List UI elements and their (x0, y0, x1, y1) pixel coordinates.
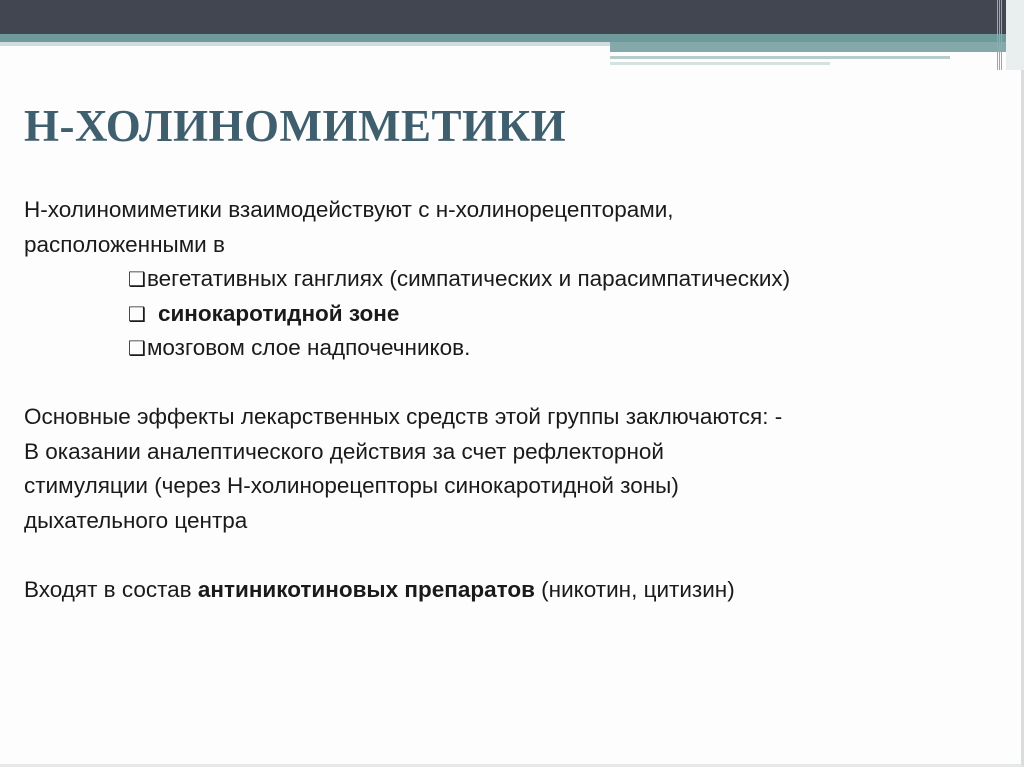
checkbox-bullet-icon: ❑ (128, 267, 146, 291)
edge-stripes (997, 0, 1003, 70)
header-thin-line (610, 62, 830, 65)
spacer (24, 366, 1004, 401)
spacer (24, 538, 1004, 573)
effects-line: В оказании аналептического действия за счет рефлекторной (24, 438, 664, 464)
composition-suffix: (никотин, цитизин) (534, 576, 735, 602)
list-item-text: вегетативных ганглиях (симпатических и парасимпатических) (146, 266, 791, 291)
header-bar-light (0, 42, 610, 46)
effects-line: дыхательного центра (24, 507, 248, 533)
slide-body (24, 193, 1004, 607)
composition-line (24, 573, 1004, 608)
list-item-text: синокаротидной зоне (157, 300, 400, 326)
list-item (24, 262, 1004, 297)
effects-line: Основные эффекты лекарственных средств этой группы заключаются: - (24, 404, 783, 429)
edge-decoration (1006, 0, 1024, 70)
intro-line: Н-холиномиметики взаимодействуют с н-холинорецепторами, (24, 197, 674, 222)
list-item (24, 297, 1004, 332)
header-bar-dark (0, 0, 1006, 34)
effects-line: стимуляции (через Н-холинорецепторы синокаротидной зоны) (24, 473, 679, 498)
checkbox-bullet-icon: ❑ (128, 301, 146, 326)
header-bar-teal-right (610, 42, 1006, 52)
header-bar-teal (0, 34, 1006, 42)
intro-line: расположенными в (24, 231, 225, 257)
list-item (24, 331, 1004, 366)
composition-bold: антиникотиновых препаратов (197, 576, 535, 602)
slide-title: Н-ХОЛИНОМИМЕТИКИ (24, 101, 567, 151)
composition-prefix: Входят в состав (24, 576, 198, 602)
checkbox-bullet-icon: ❑ (128, 336, 146, 360)
list-item-text: мозговом слое надпочечников. (146, 335, 471, 360)
header-thin-line (610, 56, 950, 59)
